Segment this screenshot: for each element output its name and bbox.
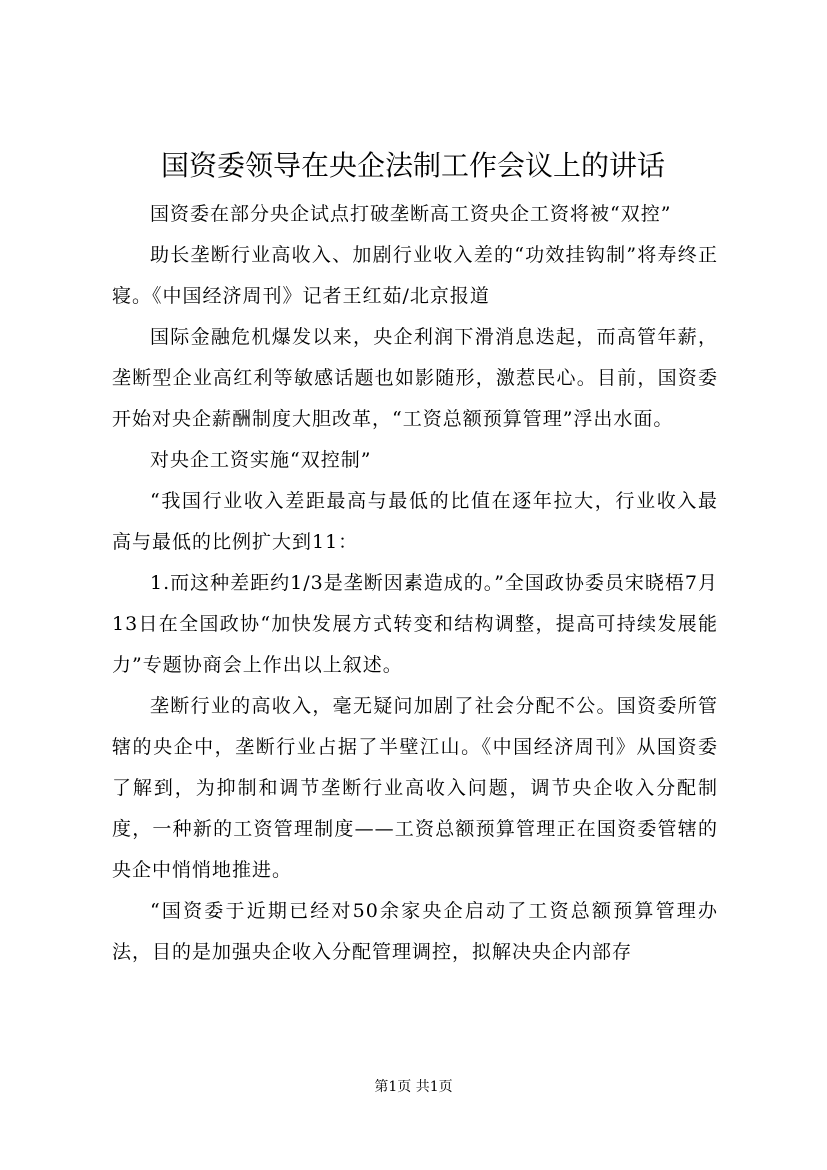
paragraph-3: 国际金融危机爆发以来，央企利润下滑消息迭起，而高管年薪，垄断型企业高红利等敏感话题也如影随形，激惹民心。目前，国资委开始对央企薪酬制度大胆改革，“工资总额预算管理”浮出水面。: [112, 326, 718, 430]
paragraph-1: 国资委在部分央企试点打破垄断高工资央企工资将被“双控”: [150, 203, 672, 225]
paragraph-7: 垄断行业的高收入，毫无疑问加剧了社会分配不公。国资委所管辖的央企中，垄断行业占据了半壁江山。《中国经济周刊》从国资委了解到，为抑制和调节垄断行业高收入问题，调节央企收入分配制度，一种新的工资管理制度——工资总额预算管理正在国资委管辖的央企中悄悄地推进。: [112, 695, 718, 881]
paragraph-8: “国资委于近期已经对50余家央企启动了工资总额预算管理办法，目的是加强央企收入分配管理调控，拟解决央企内部存: [112, 900, 718, 963]
page-footer: 第1页 共1页: [374, 1079, 453, 1095]
paragraph-2: 助长垄断行业高收入、加剧行业收入差的“功效挂钩制”将寿终正寝。《中国经济周刊》记者王红茹/北京报道: [112, 244, 718, 307]
document-title: 国资委领导在央企法制工作会议上的讲话: [160, 149, 665, 182]
paragraph-6: 1.而这种差距约1/3是垄断因素造成的。”全国政协委员宋晓梧7月13日在全国政协“加快发展方式转变和结构调整，提高可持续发展能力”专题协商会上作出以上叙述。: [112, 572, 719, 676]
paragraph-5: “我国行业收入差距最高与最低的比值在逐年拉大，行业收入最高与最低的比例扩大到11：: [112, 490, 718, 553]
paragraph-4-subheading: 对央企工资实施“双控制”: [150, 449, 372, 471]
document-body: [112, 194, 718, 973]
